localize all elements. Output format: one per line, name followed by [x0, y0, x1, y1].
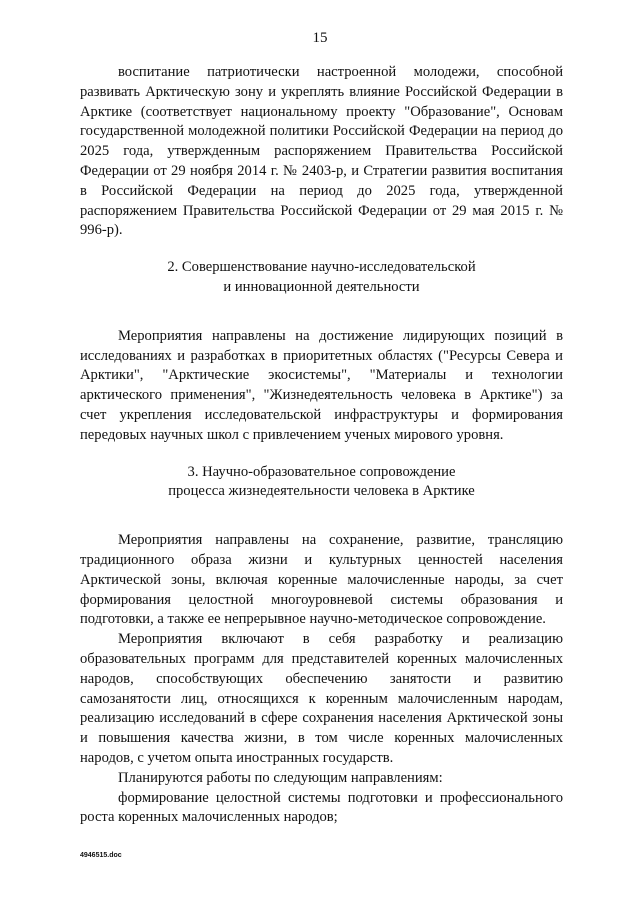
file-name-footer: 4946515.doc — [80, 852, 122, 859]
paragraph-educational-programs: Мероприятия включают в себя разработку и реализацию образовательных программ для представителей коренных малочисленных народов, способствующих обеспечению занятости и развитию самозанятости лиц, относящихся к коренным малочисленным народам, реализацию исследований в сфере сохранения населения Арктической зоны и повышения качества жизни, в том числе коренных малочисленных народов, с учетом опыта иностранных государств. — [80, 631, 563, 766]
paragraph-planned-directions: Планируются работы по следующим направлениям: — [118, 769, 443, 786]
paragraph-research-priorities: Мероприятия направлены на достижение лидирующих позиций в исследованиях и разработках в приоритетных областях ("Ресурсы Севера и Арктики", "Арктические экосистемы", "Материалы и технологии арктического применения", "Жизнедеятельность человека в Арктике") за счет укрепления исследовательской инфраструктуры и формирования передовых научных школ с привлечением ученых мирового уровня. — [80, 327, 563, 443]
paragraph-traditional-lifestyle: Мероприятия направлены на сохранение, развитие, трансляцию традиционного образа жизни и культурных ценностей населения Арктической зоны, включая коренные малочисленные народы, за счет формирования целостной многоуровневой системы образования и подготовки, а также ее непрерывное научно-методическое сопровождение. — [80, 532, 563, 628]
document-body — [80, 63, 563, 828]
paragraph-training-system: формирование целостной системы подготовки и профессионального роста коренных малочисленных народов; — [80, 789, 563, 826]
paragraph-education-projects: воспитание патриотически настроенной молодежи, способной развивать Арктическую зону и укреплять влияние Российской Федерации в Арктике (соответствует национальному проекту "Образование", Основам государственной молодежной политики Российской Федерации на период до 2025 года, утвержденным распоряжением Правительства Российской Федерации от 29 ноября 2014 г. № 2403-р, и Стратегии развития воспитания в Российской Федерации на период до 2025 года, утвержденной распоряжением Правительства Российской Федерации от 29 мая 2015 г. № 996-р). — [80, 64, 563, 239]
section-heading-2-line-1: 2. Совершенствование научно-исследовательской — [167, 259, 476, 276]
section-heading-2-line-2: и инновационной деятельности — [223, 278, 420, 295]
section-heading-3-line-2: процесса жизнедеятельности человека в Арктике — [168, 483, 475, 500]
section-heading-3 — [80, 463, 563, 503]
section-heading-3-line-1: 3. Научно-образовательное сопровождение — [187, 463, 456, 480]
section-heading-2 — [80, 258, 563, 298]
page-number: 15 — [312, 30, 328, 46]
